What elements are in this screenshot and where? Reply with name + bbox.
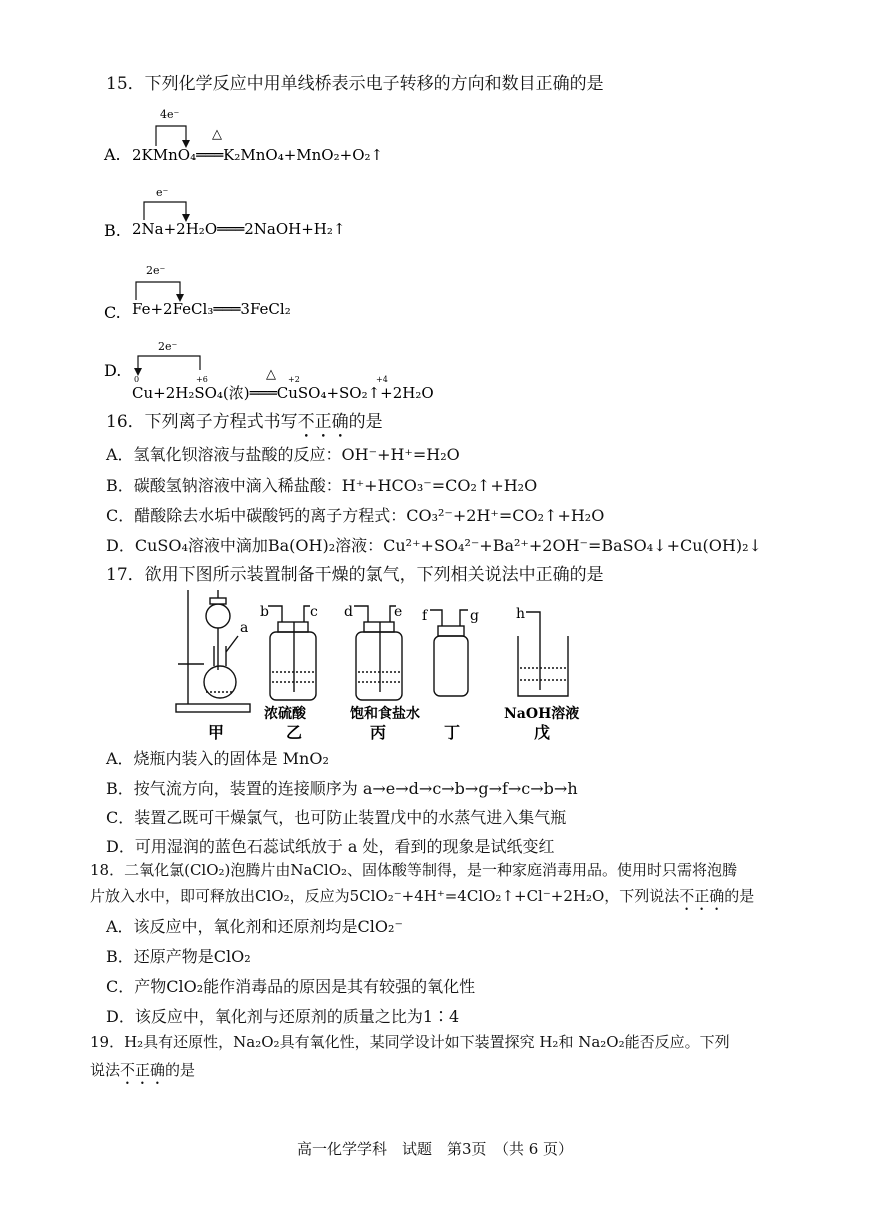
q15-b-equation [100,184,520,244]
q15-c-label: C. [104,303,121,322]
q17-stem: 17．欲用下图所示装置制备干燥的氯气，下列相关说法中正确的是 [106,565,604,585]
q15-a-label: A. [104,145,121,164]
q15-d-condition: △ [266,367,276,382]
q15-c-electrons: 2e⁻ [146,264,166,277]
q18-stem-line1: 18．二氧化氯(ClO₂)泡腾片由NaClO₂、固体酸等制得，是一种家庭消毒用品。使用时只需将泡腾 [90,861,738,879]
label-f: f [422,608,428,624]
q18-option-b: B．还原产物是ClO₂ [106,947,251,966]
liquid-wu: NaOH溶液 [504,706,580,722]
q15-a-formula: 2KMnO₄═══K₂MnO₄+MnO₂+O₂↑ [132,146,384,164]
liquid-yi: 浓硫酸 [264,706,306,722]
apparatus-jia [176,590,250,712]
q16-option-d: D．CuSO₄溶液中滴加Ba(OH)₂溶液：Cu²⁺+SO₄²⁻+Ba²⁺+2OH⁻=BaSO₄↓+Cu(OH)₂↓ [106,536,762,555]
label-c: c [310,604,318,620]
q17-option-d: D．可用湿润的蓝色石蕊试纸放于 a 处，看到的现象是试纸变红 [106,837,555,856]
q17-option-a: A．烧瓶内装入的固体是 MnO₂ [106,749,329,768]
q15-d-electrons: 2e⁻ [158,340,178,353]
apparatus-bing [354,606,402,700]
apparatus-wu [518,612,568,696]
q15-d-ox-cu: 0 [134,375,140,384]
q18-option-c: C．产物ClO₂能作消毒品的原因是其有较强的氧化性 [106,977,476,996]
q19-stem-line1: 19．H₂具有还原性，Na₂O₂具有氧化性，某同学设计如下装置探究 H₂和 Na₂O₂能否反应。下列 [90,1033,730,1051]
q15-a-condition: △ [212,127,222,142]
q19-stem-line2: 说法不正确的是 [90,1061,196,1079]
label-a: a [240,620,249,636]
label-h: h [516,606,526,622]
label-b: b [260,604,269,620]
q15-a-equation [100,104,520,168]
page-footer: 高一化学学科 试题 第3页 （共 6 页） [296,1140,574,1158]
label-bing: 丙 [370,723,387,742]
label-yi: 乙 [286,723,303,742]
q15-d-label: D. [104,361,122,380]
q15-a-electrons: 4e⁻ [160,108,180,121]
q15-d-formula: Cu+2H₂SO₄(浓)═══CuSO₄+SO₂↑+2H₂O [132,384,434,402]
q15-c-bridge [136,282,180,300]
q15-b-bridge [144,202,186,220]
q17-apparatus-figure [170,586,610,746]
q15-d-ox-s4: +4 [376,375,388,384]
emphasis-not-correct: 不正确 [120,1061,166,1079]
q15-d-equation [100,336,540,404]
label-d: d [344,604,353,620]
q17-option-b: B．按气流方向，装置的连接顺序为 a→e→d→c→b→g→f→c→b→h [106,779,578,798]
q18-option-d: D．该反应中，氧化剂与还原剂的质量之比为1∶4 [106,1007,460,1026]
label-g: g [470,608,479,624]
q15-c-equation [100,260,520,322]
q16-option-a: A．氢氧化钡溶液与盐酸的反应：OH⁻+H⁺=H₂O [106,445,460,464]
label-jia: 甲 [208,723,225,742]
q15-c-formula: Fe+2FeCl₃═══3FeCl₂ [132,300,291,318]
label-wu: 戊 [534,723,551,742]
q15-d-ox-s6: +6 [196,375,208,384]
q15-b-formula: 2Na+2H₂O═══2NaOH+H₂↑ [132,220,346,238]
liquid-bing: 饱和食盐水 [350,706,420,722]
label-e: e [394,604,403,620]
emphasis-not-correct: 不正确 [297,412,349,432]
q15-stem: 15．下列化学反应中用单线桥表示电子转移的方向和数目正确的是 [106,74,604,94]
q17-option-c: C．装置乙既可干燥氯气，也可防止装置戊中的水蒸气进入集气瓶 [106,808,567,827]
apparatus-yi [268,606,316,700]
q16-option-b: B．碳酸氢钠溶液中滴入稀盐酸：H⁺+HCO₃⁻=CO₂↑+H₂O [106,476,538,495]
q16-option-c: C．醋酸除去水垢中碳酸钙的离子方程式：CO₃²⁻+2H⁺=CO₂↑+H₂O [106,506,605,525]
q18-stem-line2: 片放入水中，即可释放出ClO₂，反应为5ClO₂⁻+4H⁺=4ClO₂↑+Cl⁻+2H₂O，下列说法不正确的是 [90,887,755,905]
q18-option-a: A．该反应中，氧化剂和还原剂均是ClO₂⁻ [106,917,403,936]
q15-a-bridge [156,126,186,146]
q15-b-electrons: e⁻ [156,186,169,199]
q15-d-ox-s2: +2 [288,375,300,384]
q15-d-bridge [138,356,200,370]
apparatus-ding [430,610,468,696]
label-ding: 丁 [444,723,461,742]
q16-stem: 16．下列离子方程式书写不正确的是 [106,412,383,432]
q15-b-label: B. [104,221,121,240]
emphasis-not-correct: 不正确 [679,887,725,905]
